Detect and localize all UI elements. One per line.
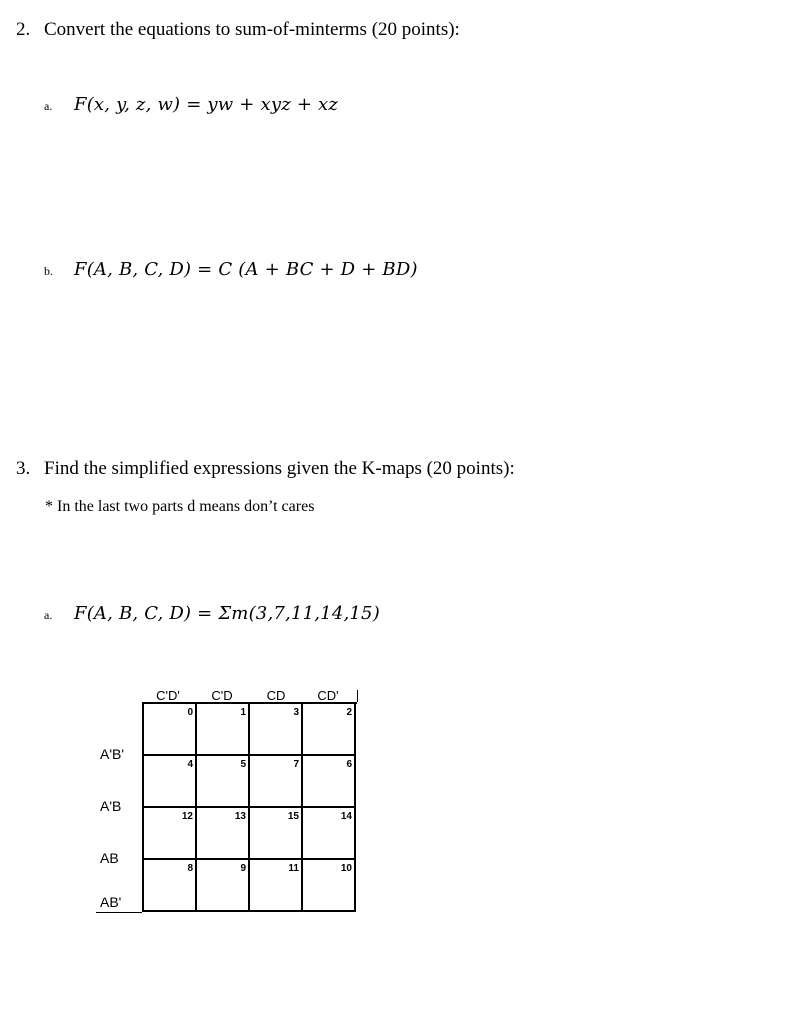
minterm-index: 8	[187, 863, 193, 874]
part-letter: b.	[44, 264, 53, 278]
kmap-column-label: CD	[266, 688, 286, 703]
minterm-index: 10	[340, 863, 352, 874]
equation: F(A, B, C, D) = Σm(3,7,11,14,15)	[74, 603, 380, 624]
kmap-edge-tick	[357, 690, 358, 702]
minterm-index: 3	[293, 707, 299, 718]
minterm-index: 1	[240, 707, 246, 718]
kmap-cell	[303, 756, 356, 808]
kmap-row-label: A'B	[100, 798, 122, 814]
kmap-column-label: C'D'	[156, 688, 180, 703]
kmap-cell	[303, 704, 356, 756]
kmap-column-label: CD'	[317, 688, 339, 703]
question-3-heading	[16, 458, 515, 480]
kmap-cell	[197, 808, 250, 860]
kmap-column-label: C'D	[211, 688, 233, 703]
question-2-text: Convert the equations to sum-of-minterms (20 points):	[44, 19, 460, 40]
question-2-part-b	[44, 259, 418, 280]
minterm-index: 2	[346, 707, 352, 718]
minterm-index: 13	[234, 811, 246, 822]
kmap-cell	[250, 808, 303, 860]
equation: F(A, B, C, D) = C (A + BC + D + BD)	[74, 259, 418, 280]
part-letter: a.	[44, 99, 53, 113]
minterm-index: 15	[287, 811, 299, 822]
kmap-cell	[303, 808, 356, 860]
kmap-row-label-underline	[96, 912, 142, 913]
kmap-cell	[197, 756, 250, 808]
minterm-index: 5	[240, 759, 246, 770]
minterm-index: 12	[181, 811, 193, 822]
minterm-index: 0	[187, 707, 193, 718]
equation: F(x, y, z, w) = yw + xyz + xz	[74, 94, 339, 115]
kmap-cell	[144, 860, 197, 912]
kmap-cell	[197, 860, 250, 912]
question-2-heading	[16, 19, 460, 41]
kmap-cell	[250, 756, 303, 808]
question-3-number: 3.	[16, 458, 31, 479]
minterm-index: 9	[240, 863, 246, 874]
kmap-cell	[197, 704, 250, 756]
part-letter: a.	[44, 608, 53, 622]
kmap-cell	[144, 704, 197, 756]
minterm-index: 14	[340, 811, 352, 822]
minterm-index: 7	[293, 759, 299, 770]
kmap-row-label: AB'	[100, 894, 122, 910]
kmap-cell	[250, 704, 303, 756]
kmap-cell	[144, 756, 197, 808]
kmap-row-label: AB	[100, 850, 119, 866]
kmap-cell	[250, 860, 303, 912]
kmap-grid	[142, 702, 357, 912]
question-3-part-a	[44, 603, 380, 624]
kmap-cell	[303, 860, 356, 912]
kmap-cell	[144, 808, 197, 860]
kmap-row-label: A'B'	[100, 746, 125, 762]
karnaugh-map	[96, 688, 366, 918]
minterm-index: 11	[288, 863, 299, 874]
question-3-text: Find the simplified expressions given the K-maps (20 points):	[44, 458, 515, 479]
dont-care-note: * In the last two parts d means don’t cares	[45, 498, 315, 515]
question-2-number: 2.	[16, 19, 31, 40]
minterm-index: 6	[346, 759, 352, 770]
question-2-part-a	[44, 94, 338, 115]
minterm-index: 4	[187, 759, 193, 770]
